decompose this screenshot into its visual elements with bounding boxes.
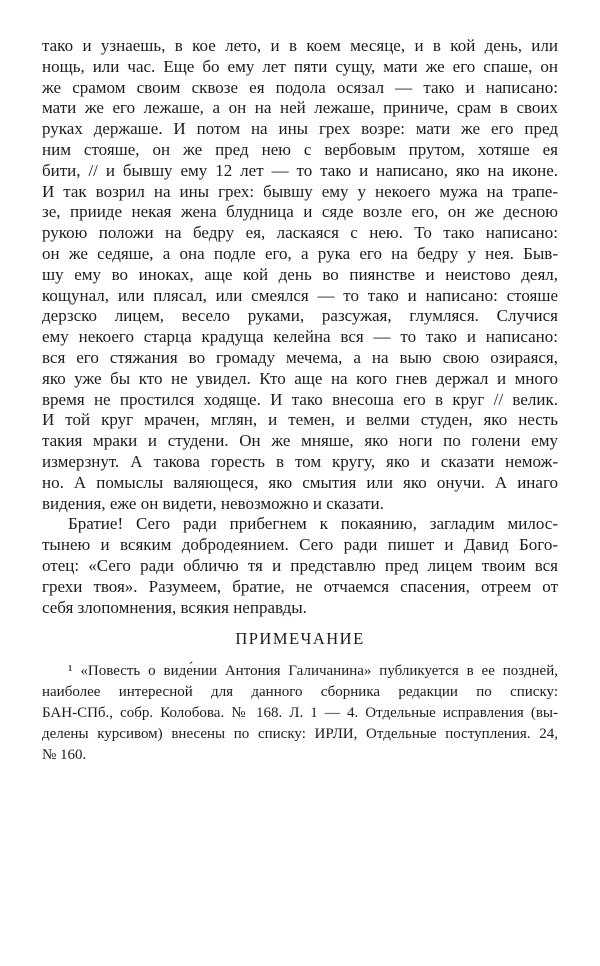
text-line: шу ему во иноках, аще кой день во пиянстве и неистово деял, bbox=[42, 264, 558, 284]
text-line: зе, прииде некая жена блудница и сяде возле его, он же десною bbox=[42, 202, 558, 222]
notes-heading: ПРИМЕЧАНИЕ bbox=[235, 629, 365, 649]
text-line: дерзско лицем, весело руками, разсужая, глумляся. Случися bbox=[42, 306, 558, 326]
text-line: БАН-СПб., собр. Колобова. № 168. Л. 1 — 4. Отдельные исправления (вы- bbox=[42, 705, 558, 722]
text-line: ему некоего старца крадуща келейна вся — то тако и написано: bbox=[42, 327, 558, 347]
text-line: ним стояше, он же пред нею с вербовым прутом, хотяше ея bbox=[42, 139, 558, 159]
main-text-block bbox=[42, 36, 558, 618]
text-line: бити, // и бывшу ему 12 лет — то тако и написано, яко на иконе. bbox=[42, 160, 558, 180]
text-line: делены курсивом) внесены по списку: ИРЛИ, Отдельные поступления. 24, bbox=[42, 726, 558, 743]
text-line: И той круг мрачен, мглян, и темен, и велми студен, яко несть bbox=[42, 410, 558, 430]
text-line: такия мраки и студени. Он же мняше, яко ноги по голени ему bbox=[42, 431, 558, 451]
text-line: время не простился ходяще. И тако внесоша его в круг // велик. bbox=[42, 389, 558, 409]
text-line: нощь, или час. Еще бо ему лет пяти сущу, мати же его спаше, он bbox=[42, 56, 558, 76]
text-line: тынею и всяким добродеянием. Сего ради пишет и Давид Бого- bbox=[42, 535, 558, 555]
text-line: И так возрил на ины грех: бывшу ему у некоего мужа на трапе- bbox=[42, 181, 558, 201]
text-line: видения, еже он видети, невозможно и сказати. bbox=[42, 493, 384, 513]
text-line: яко уже бы кто не увидел. Кто аще на кого гнев держал и много bbox=[42, 368, 558, 388]
text-line: отец: «Сего ради обличю тя и представлю пред лицем твоим вся bbox=[42, 555, 558, 575]
text-line: тако и узнаешь, в кое лето, и в коем месяце, и в кой день, или bbox=[42, 36, 558, 55]
text-line: вся его стяжания во громаду мечема, а на выю свою озираяся, bbox=[42, 347, 558, 367]
text-line: себя злопомнения, всякия неправды. bbox=[42, 597, 307, 617]
text-line: грехи твоя». Разумеем, братие, не отчаемся спасения, отреем от bbox=[42, 576, 558, 596]
text-line: № 160. bbox=[42, 747, 87, 764]
text-line: рукою положи на бедру ея, ласкаяся с нею. То тако написано: bbox=[42, 223, 558, 243]
text-line: кощунал, или плясал, или смеялся — то тако и написано: стояше bbox=[42, 285, 558, 305]
text-line: измерзнут. А такова горесть в том кругу, яко и сказати немож- bbox=[42, 451, 558, 471]
text-line: руках держаше. И потом на ины грех возре: мати же его пред bbox=[42, 119, 558, 139]
text-line: мати же его лежаше, а он на ней лежаше, приниче, срам в своих bbox=[42, 98, 558, 118]
text-line: Братие! Сего ради прибегнем к покаянию, загладим милос- bbox=[68, 514, 558, 534]
text-line: ¹ «Повесть о виде́нии Антония Галичанина» публикуется в ее поздней, bbox=[68, 663, 558, 680]
paragraph-exhortation bbox=[42, 514, 558, 618]
footnote-block bbox=[42, 661, 558, 766]
text-line: наиболее интересной для данного сборника редакции по списку: bbox=[42, 684, 558, 701]
paragraph-vision-text bbox=[42, 36, 558, 514]
text-line: он же седяше, а она подле его, а рука его на бедру у нея. Быв- bbox=[42, 243, 558, 263]
text-line: но. А помыслы валяющеся, яко смытия или яко онучи. А инаго bbox=[42, 472, 558, 492]
text-line: же срамом своим сквозе ея подола осязал — тако и написано: bbox=[42, 77, 558, 97]
